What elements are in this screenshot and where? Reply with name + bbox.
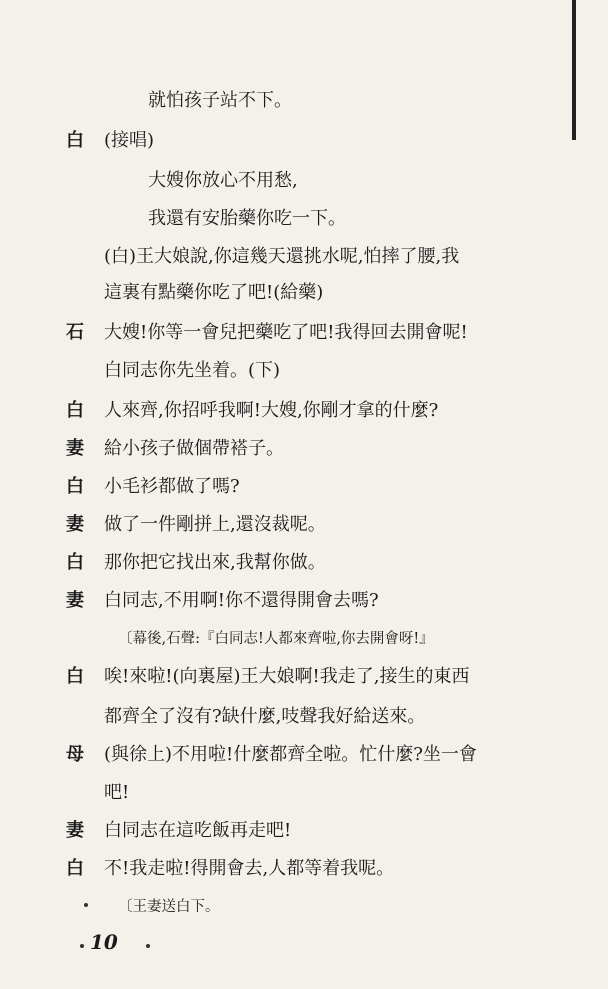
page-number-dot-left [80,944,84,948]
script-line [0,84,608,118]
line-text: 吧! [104,782,130,803]
line-text: 做了一件剛拼上,還沒裁呢。 [104,514,326,535]
speaker-label: 白 [66,552,84,573]
script-line [0,700,608,734]
script-line [0,316,608,350]
stage-direction [0,622,608,656]
line-text: 小毛衫都做了嗎? [104,476,240,497]
speaker-label: 妻 [66,590,84,611]
page-number: 10 [90,930,118,954]
stage-direction-text: 〔幕後,石聲:『白同志!人都來齊啦,你去開會呀!』 [118,631,434,647]
script-line [0,584,608,618]
speaker-label: 妻 [66,820,84,841]
speaker-label: 妻 [66,514,84,535]
script-line [0,240,608,274]
script-line [0,202,608,236]
speaker-label: 石 [66,322,84,343]
line-text: 大嫂!你等一會兒把藥吃了吧!我得回去開會呢! [104,322,468,343]
speaker-label: 妻 [66,438,84,459]
stage-direction [0,890,608,924]
line-text: 大嫂你放心不用愁, [148,170,298,191]
speaker-label: 白 [66,476,84,497]
script-line [0,776,608,810]
script-line [0,738,608,772]
line-text: 這裏有點藥你吃了吧!(給藥) [104,282,324,303]
line-text: 都齊全了沒有?缺什麼,吱聲我好給送來。 [104,706,426,727]
speaker-label: 母 [66,744,84,765]
script-line [0,124,608,158]
line-text: 白同志,不用啊!你不還得開會去嗎? [104,590,379,611]
speaker-label: 白 [66,400,84,421]
speaker-label: 白 [66,858,84,879]
speaker-label: 白 [66,130,84,151]
line-text: 唉!來啦!(向裏屋)王大娘啊!我走了,接生的東西 [104,666,470,687]
script-line [0,276,608,310]
line-text: (白)王大娘說,你這幾天還挑水呢,怕摔了腰,我 [104,246,460,267]
page-number-dot-right [146,944,150,948]
script-line [0,432,608,466]
script-line [0,508,608,542]
line-text: 不!我走啦!得開會去,人都等着我呢。 [104,858,395,879]
line-text: 我還有安胎藥你吃一下。 [148,208,346,229]
line-text: (接唱) [104,130,155,151]
script-line [0,546,608,580]
speaker-label: 白 [66,666,84,687]
script-line [0,470,608,504]
script-line [0,354,608,388]
script-line [0,814,608,848]
line-text: 白同志你先坐着。(下) [104,360,281,381]
line-text: (與徐上)不用啦!什麼都齊全啦。忙什麼?坐一會 [104,744,477,765]
line-text: 就怕孩子站不下。 [148,90,292,111]
script-line [0,660,608,694]
stage-direction-text: 〔王妻送白下。 [118,899,220,915]
page-edge-shadow [572,0,576,140]
script-line [0,852,608,886]
line-text: 那你把它找出來,我幫你做。 [104,552,326,573]
bullet-dot [84,903,88,907]
script-line [0,394,608,428]
line-text: 白同志在這吃飯再走吧! [104,820,292,841]
script-line [0,164,608,198]
line-text: 人來齊,你招呼我啊!大嫂,你剛才拿的什麼? [104,400,439,421]
line-text: 給小孩子做個帶褡子。 [104,438,284,459]
